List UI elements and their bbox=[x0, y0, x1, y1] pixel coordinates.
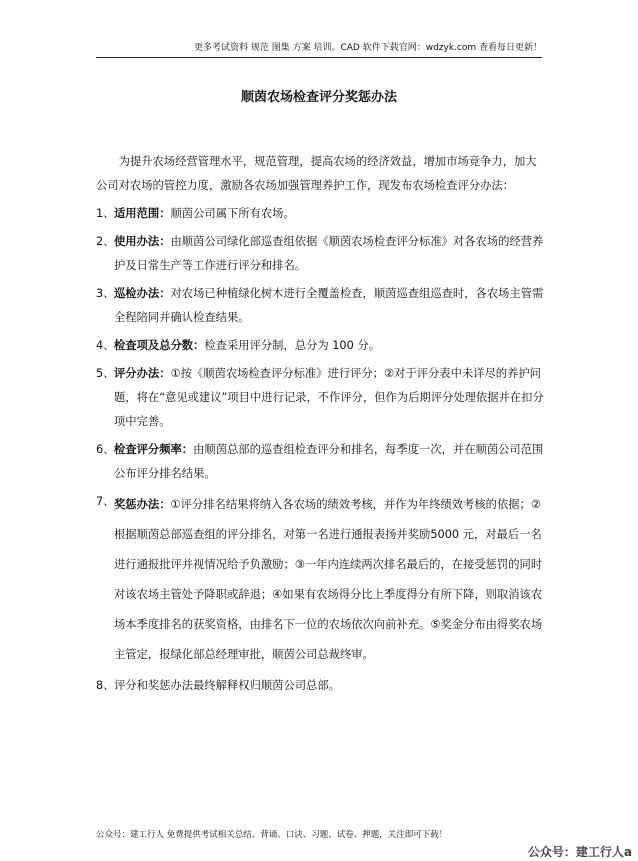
page-header: 更多考试资料 规范 图集 方案 培训。CAD 软件下载官网：wdzyk.com 查看每日更新！ bbox=[96, 40, 542, 58]
list-item bbox=[96, 362, 546, 434]
item-number: 1、 bbox=[96, 207, 115, 220]
intro-paragraph: 为提升农场经营管理水平，规范管理，提高农场的经济效益，增加市场竞争力，加大公司对农场的管控力度，激励各农场加强管理养护工作，现发布农场检查评分办法： bbox=[96, 155, 537, 192]
item-label: 检查评分频率： bbox=[114, 443, 194, 456]
item-number: 3、 bbox=[96, 287, 115, 300]
item-number: 7、 bbox=[96, 495, 115, 508]
list-item bbox=[96, 230, 546, 278]
item-number: 6、 bbox=[96, 443, 115, 456]
item-text: 评分和奖惩办法最终解释权归顺茵公司总部。 bbox=[114, 679, 340, 692]
item-label: 评分办法： bbox=[114, 367, 171, 380]
list-item bbox=[96, 490, 546, 670]
list-item bbox=[96, 282, 546, 330]
item-text: ①评分排名结果将纳入各农场的绩效考核，并作为年终绩效考核的依据；②根据顺茵总部巡查组的评分排名，对第一名进行通报表扬并奖励5000 元，对最后一名进行通报批评并视情况给予负激励；③一年内连续两次排名最后的，在接受惩罚的同时对该农场主管处予降职或辞退；④如果有农场得分比上季度得分有所下降，则取消该农场本季度排名的获奖资格，由排名下一位的农场依次向前补充。⑤奖金分布由得奖农场主管定，报绿化部总经理审批，顺茵公司总裁终审。 bbox=[114, 498, 543, 661]
item-label: 检查项及总分数： bbox=[114, 339, 205, 352]
item-label: 奖惩办法： bbox=[114, 498, 171, 511]
page-footer: 公众号：建工行人 免费提供考试相关总结、背诵、口诀、习题、试卷、押题，关注即可下载！ bbox=[96, 830, 448, 840]
item-text: 由顺茵总部的巡查组检查评分和排名，每季度一次，并在顺茵公司范围公布评分排名结果。 bbox=[114, 443, 544, 480]
item-text: 对农场已种植绿化树木进行全覆盖检查，顺茵巡查组巡查时，各农场主管需全程陪同并确认检查结果。 bbox=[114, 287, 544, 324]
item-number: 8、 bbox=[96, 679, 115, 692]
item-text: 顺茵公司属下所有农场。 bbox=[170, 207, 295, 220]
item-number: 2、 bbox=[96, 235, 115, 248]
item-text: 由顺茵公司绿化部巡查组依据《顺茵农场检查评分标准》对各农场的经营养护及日常生产等工作进行评分和排名。 bbox=[114, 235, 544, 272]
list-item bbox=[96, 438, 546, 486]
document-title: 顺茵农场检查评分奖惩办法 bbox=[240, 90, 397, 105]
item-label: 使用办法： bbox=[114, 235, 171, 248]
document-body bbox=[96, 150, 546, 698]
list-item bbox=[96, 674, 546, 698]
item-label: 适用范围： bbox=[114, 207, 171, 220]
item-text: ①按《顺茵农场检查评分标准》进行评分；②对于评分表中未详尽的养护问题，将在“意见或建议”项目中进行记录，不作评分，但作为后期评分处理依据并在扣分项中完善。 bbox=[114, 367, 544, 428]
item-text: 检查采用评分制，总分为 100 分。 bbox=[204, 339, 380, 352]
item-number: 5、 bbox=[96, 367, 115, 380]
item-label: 巡检办法： bbox=[114, 287, 171, 300]
list-item bbox=[96, 334, 546, 358]
list-item bbox=[96, 202, 546, 226]
watermark: 公众号：建工行人a bbox=[527, 845, 632, 859]
item-number: 4、 bbox=[96, 339, 115, 352]
